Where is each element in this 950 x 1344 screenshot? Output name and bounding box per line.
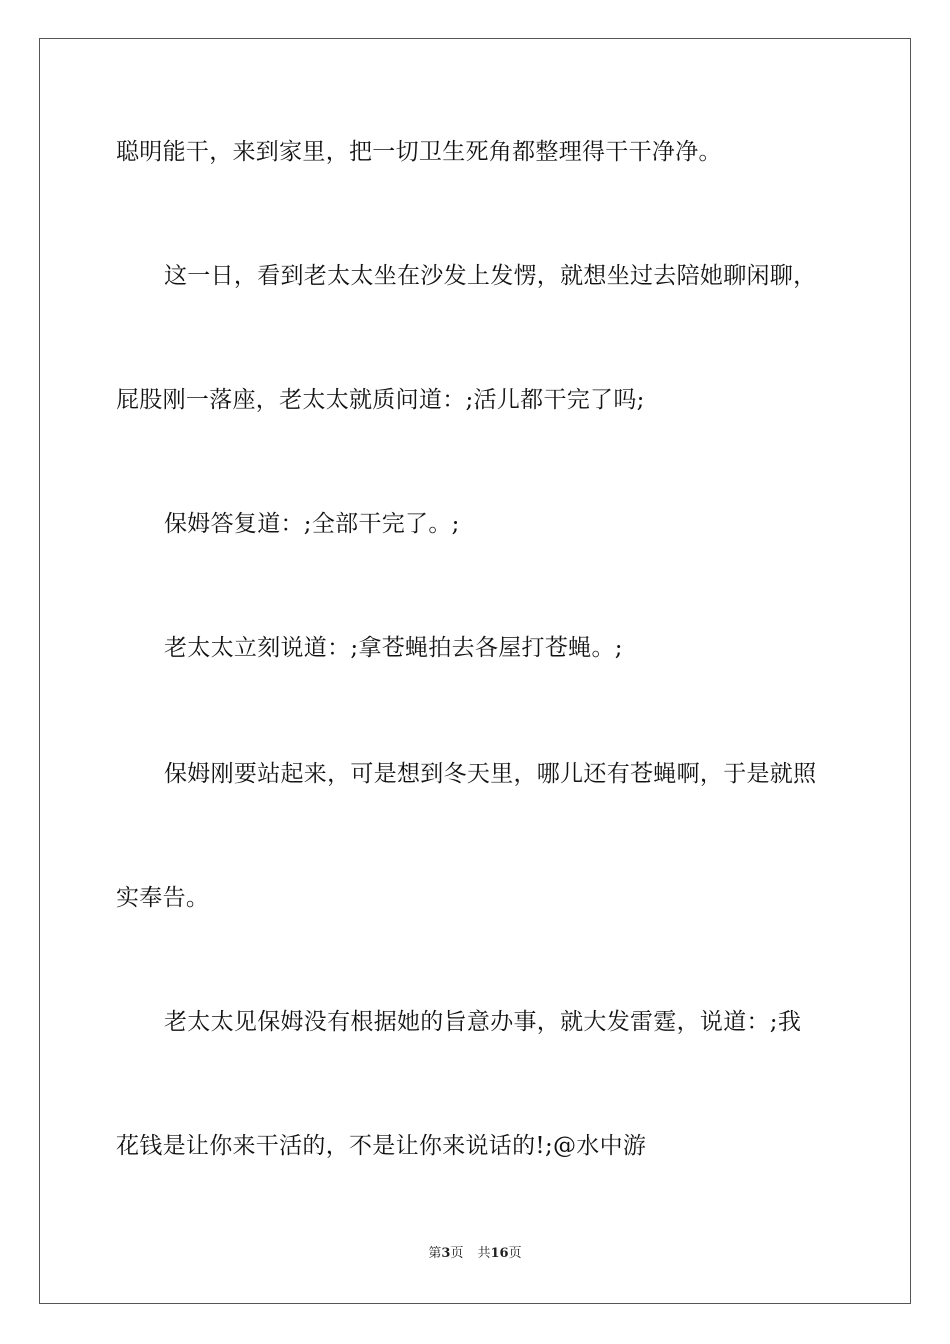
- paragraph-line-3: 屁股刚一落座，老太太就质问道：;活儿都干完了吗;: [116, 387, 645, 413]
- total-prefix: 共: [477, 1246, 491, 1261]
- paragraph-line-6: 保姆刚要站起来，可是想到冬天里，哪儿还有苍蝇啊，于是就照: [164, 761, 817, 787]
- paragraph-line-4: 保姆答复道：;全部干完了。;: [164, 511, 460, 537]
- paragraph-line-2: 这一日，看到老太太坐在沙发上发愣，就想坐过去陪她聊闲聊，: [164, 263, 817, 289]
- page-footer: [0, 1245, 950, 1263]
- page-prefix: 第: [428, 1246, 442, 1261]
- total-pages: 16: [490, 1246, 509, 1261]
- paragraph-line-9: 花钱是让你来干活的，不是让你来说话的!;@水中游: [116, 1133, 647, 1159]
- paragraph-line-8: 老太太见保姆没有根据她的旨意办事，就大发雷霆，说道：;我: [164, 1009, 802, 1035]
- paragraph-line-1: 聪明能干，来到家里，把一切卫生死角都整理得干干净净。: [116, 139, 722, 165]
- paragraph-line-7: 实奉告。: [116, 885, 210, 911]
- total-suffix: 页: [508, 1246, 522, 1261]
- page-border: [39, 38, 911, 1304]
- page-number: 3: [441, 1246, 451, 1261]
- paragraph-line-5: 老太太立刻说道：;拿苍蝇拍去各屋打苍蝇。;: [164, 635, 623, 661]
- page-suffix: 页: [450, 1246, 464, 1261]
